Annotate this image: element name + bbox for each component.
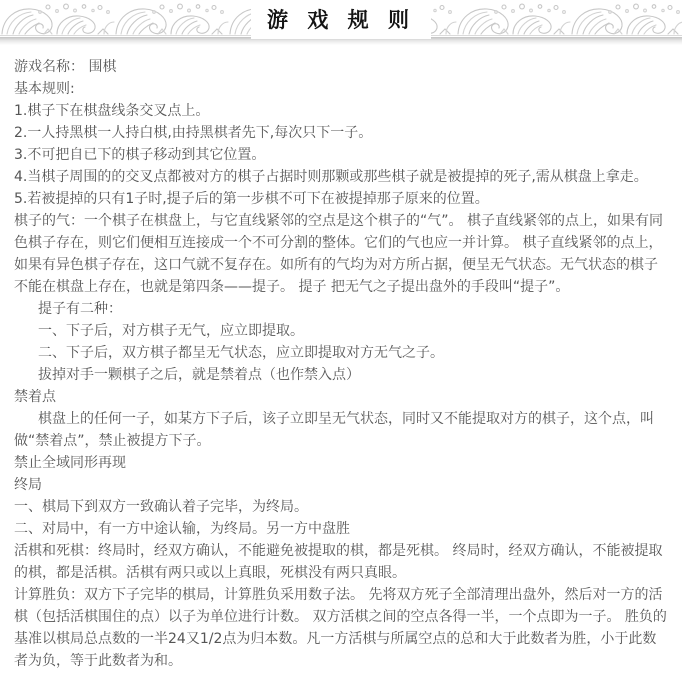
forbidden-point-heading: 禁着点 xyxy=(14,389,56,405)
endgame-condition-2: 二、对局中，有一方中途认输，为终局。另一方中盘胜 xyxy=(14,521,350,537)
rule-2: 2.一人持黑棋一人持白棋,由持黑棋者先下,每次只下一子。 xyxy=(14,125,373,141)
capture-type-2: 二、下子后，双方棋子都呈无气状态，应立即提取对方无气之子。 xyxy=(38,345,444,361)
forbidden-point-paragraph: 棋盘上的任何一子，如某方下子后，该子立即呈无气状态，同时又不能提取对方的棋子，这个点，叫做“禁着点”，禁止被提方下子。 xyxy=(14,411,654,449)
capture-type-1: 一、下子后，对方棋子无气，应立即提取。 xyxy=(38,323,304,339)
capture-types-heading: 提子有二种： xyxy=(38,301,122,317)
forbidden-point-note: 拔掉对手一颗棋子之后，就是禁着点（也作禁入点） xyxy=(38,367,360,383)
basic-rules-heading: 基本规则: xyxy=(14,81,75,97)
title-container xyxy=(0,0,682,40)
liberties-paragraph: 棋子的气：一个棋子在棋盘上，与它直线紧邻的空点是这个棋子的“气”。 棋子直线紧邻的点上，如果有同色棋子存在，则它们便相互连接成一个不可分割的整体。它们的气也应一并计算。 棋子直线紧邻的点上，如果有异色棋子存在，这口气就不复存在。如所有的气均为对方所占据，便呈无气状态。无气状态的棋子不能在棋盘上存在，也就是第四条——提子。 提子 把无气之子提出盘外的手段叫“提子”。 xyxy=(14,213,663,295)
life-and-death-paragraph: 活棋和死棋：终局时，经双方确认，不能避免被提取的棋，都是死棋。 终局时，经双方确认，不能被提取的棋，都是活棋。活棋有两只或以上真眼，死棋没有两只真眼。 xyxy=(14,543,663,581)
endgame-heading: 终局 xyxy=(14,477,42,493)
game-name-line: 游戏名称： 围棋 xyxy=(14,59,117,75)
scoring-paragraph: 计算胜负：双方下子完毕的棋局，计算胜负采用数子法。 先将双方死子全部清理出盘外，然后对一方的活棋（包括活棋围住的点）以子为单位进行计数。 双方活棋之间的空点各得一半，一个点即为一子。 胜负的基准以棋局总点数的一半24又1/2点为归本数。凡一方活棋与所属空点的总和大于此数者为胜，小于此数者为负，等于此数者为和。 xyxy=(14,587,667,669)
page-title: 游 戏 规 则 xyxy=(251,1,431,39)
endgame-condition-1: 一、棋局下到双方一致确认着子完毕，为终局。 xyxy=(14,499,308,515)
rules-text-body xyxy=(0,40,682,672)
rule-5: 5.若被提掉的只有1子时,提子后的第一步棋不可下在被提掉那子原来的位置。 xyxy=(14,191,489,207)
decorative-header xyxy=(0,0,682,40)
no-global-repetition-heading: 禁止全域同形再现 xyxy=(14,455,126,471)
rule-1: 1.棋子下在棋盘线条交叉点上。 xyxy=(14,103,210,119)
rule-4: 4.当棋子周围的的交叉点都被对方的棋子占据时则那颗或那些棋子就是被提掉的死子,需从棋盘上拿走。 xyxy=(14,169,648,185)
rule-3: 3.不可把自已下的棋子移动到其它位置。 xyxy=(14,147,266,163)
